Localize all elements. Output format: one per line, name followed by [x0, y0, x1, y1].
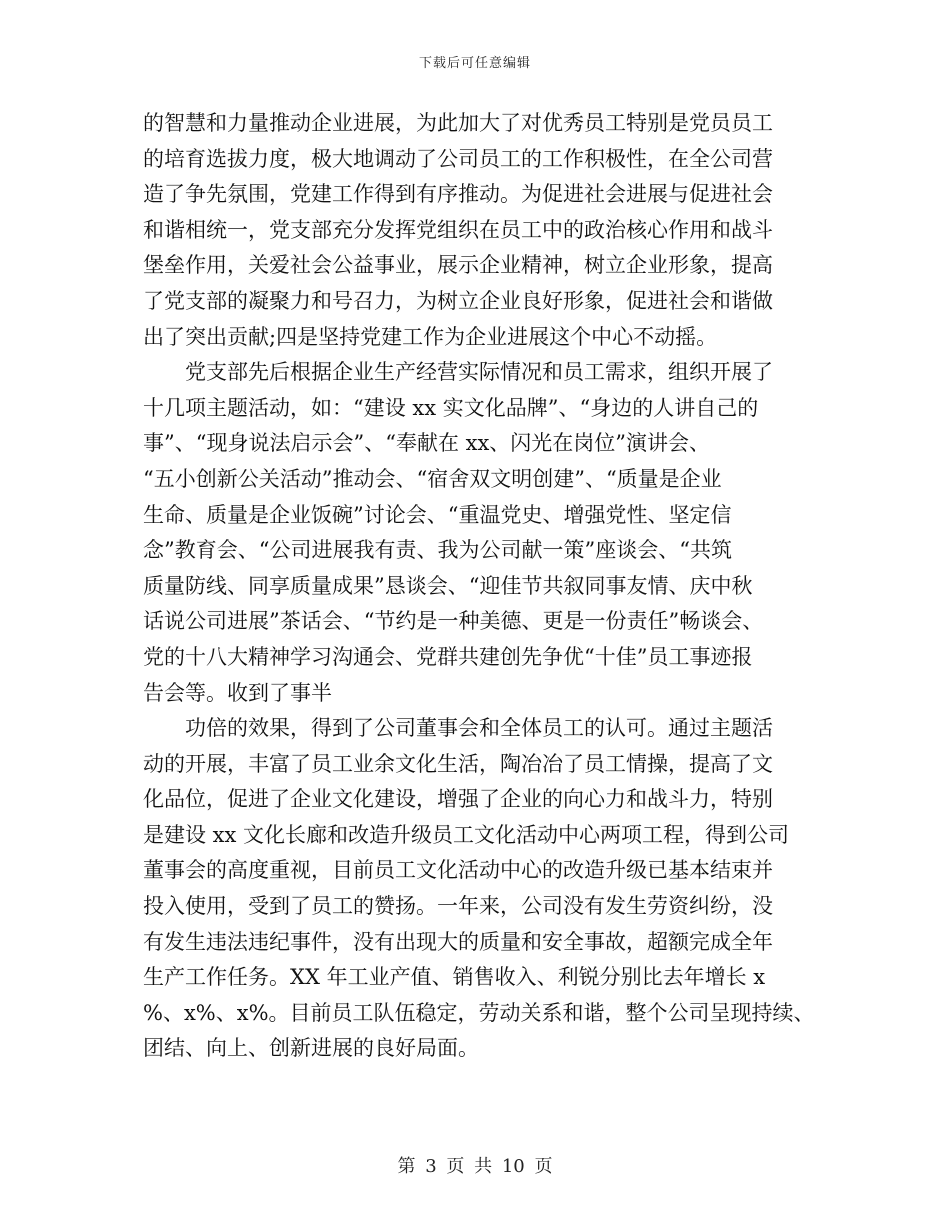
text-line: 和谐相统一，党支部充分发挥党组织在员工中的政治核心作用和战斗 [143, 217, 773, 242]
text-line: 的智慧和力量推动企业进展，为此加大了对优秀员工特别是党员员工 [143, 111, 773, 135]
text-line: 团结、向上、创新进展的良好局面。 [143, 1036, 479, 1061]
text-line: “五小创新公关活动”推动会、“宿舍双文明创建”、“质量是企业 [143, 466, 722, 491]
paragraph [143, 106, 813, 355]
document-body [143, 106, 813, 1067]
text-line: 功倍的效果，得到了公司董事会和全体员工的认可。通过主题活 [185, 716, 773, 741]
text-line: 事”、“现身说法启示会”、“奉献在 xx、闪光在岗位”演讲会、 [143, 431, 711, 456]
text-line: 十几项主题活动，如：“建设 xx 实文化品牌”、“身边的人讲自己的 [143, 395, 759, 420]
text-line: 动的开展，丰富了员工业余文化生活，陶冶冶了员工情操，提高了文 [143, 751, 773, 776]
text-line: 董事会的高度重视，目前员工文化活动中心的改造升级已基本结束并 [143, 858, 773, 883]
text-line: 生产工作任务。XX 年工业产值、销售收入、利锐分别比去年增长 x [143, 965, 766, 990]
text-line: 质量防线、同享质量成果”恳谈会、“迎佳节共叙同事友情、庆中秋 [143, 573, 753, 598]
text-line: 化品位，促进了企业文化建设，增强了企业的向心力和战斗力，特别 [143, 787, 773, 812]
page-number-footer: 第 3 页 共 10 页 [397, 1156, 553, 1177]
text-line: 造了争先氛围，党建工作得到有序推动。为促进社会进展与促进社会 [143, 182, 773, 207]
text-line: 投入使用，受到了员工的赞扬。一年来，公司没有发生劳资纠纷，没 [143, 894, 773, 919]
text-line: %、x%、x%。目前员工队伍稳定，劳动关系和谐，整个公司呈现持续、 [143, 1000, 815, 1025]
text-line: 是建设 xx 文化长廊和改造升级员工文化活动中心两项工程，得到公司 [143, 822, 790, 847]
text-line: 出了突出贡献;四是坚持党建工作为企业进展这个中心不动摇。 [143, 324, 718, 349]
page-header: 下载后可任意编辑 [418, 56, 531, 71]
text-line: 念”教育会、“公司进展我有责、我为公司献一策”座谈会、“共筑 [143, 538, 732, 563]
text-line: 了党支部的凝聚力和号召力，为树立企业良好形象，促进社会和谐做 [143, 288, 773, 313]
text-line: 党的十八大精神学习沟通会、党群共建创先争优“十佳”员工事迹报 [143, 644, 753, 669]
paragraph [143, 711, 813, 1067]
text-line: 话说公司进展”茶话会、“节约是一种美德、更是一份责任”畅谈会、 [143, 609, 764, 634]
paragraph [143, 355, 813, 711]
text-line: 堡垒作用，关爱社会公益事业，展示企业精神，树立企业形象，提高 [143, 253, 773, 278]
text-line: 生命、质量是企业饭碗”讨论会、“重温党史、增强党性、坚定信 [143, 502, 732, 527]
text-line: 的培育选拔力度，极大地调动了公司员工的工作积极性，在全公司营 [143, 146, 773, 171]
text-line: 党支部先后根据企业生产经营实际情况和员工需求，组织开展了 [185, 360, 773, 385]
text-line: 告会等。收到了事半 [143, 680, 332, 705]
text-line: 有发生违法违纪事件，没有出现大的质量和安全事故，超额完成全年 [143, 929, 773, 954]
